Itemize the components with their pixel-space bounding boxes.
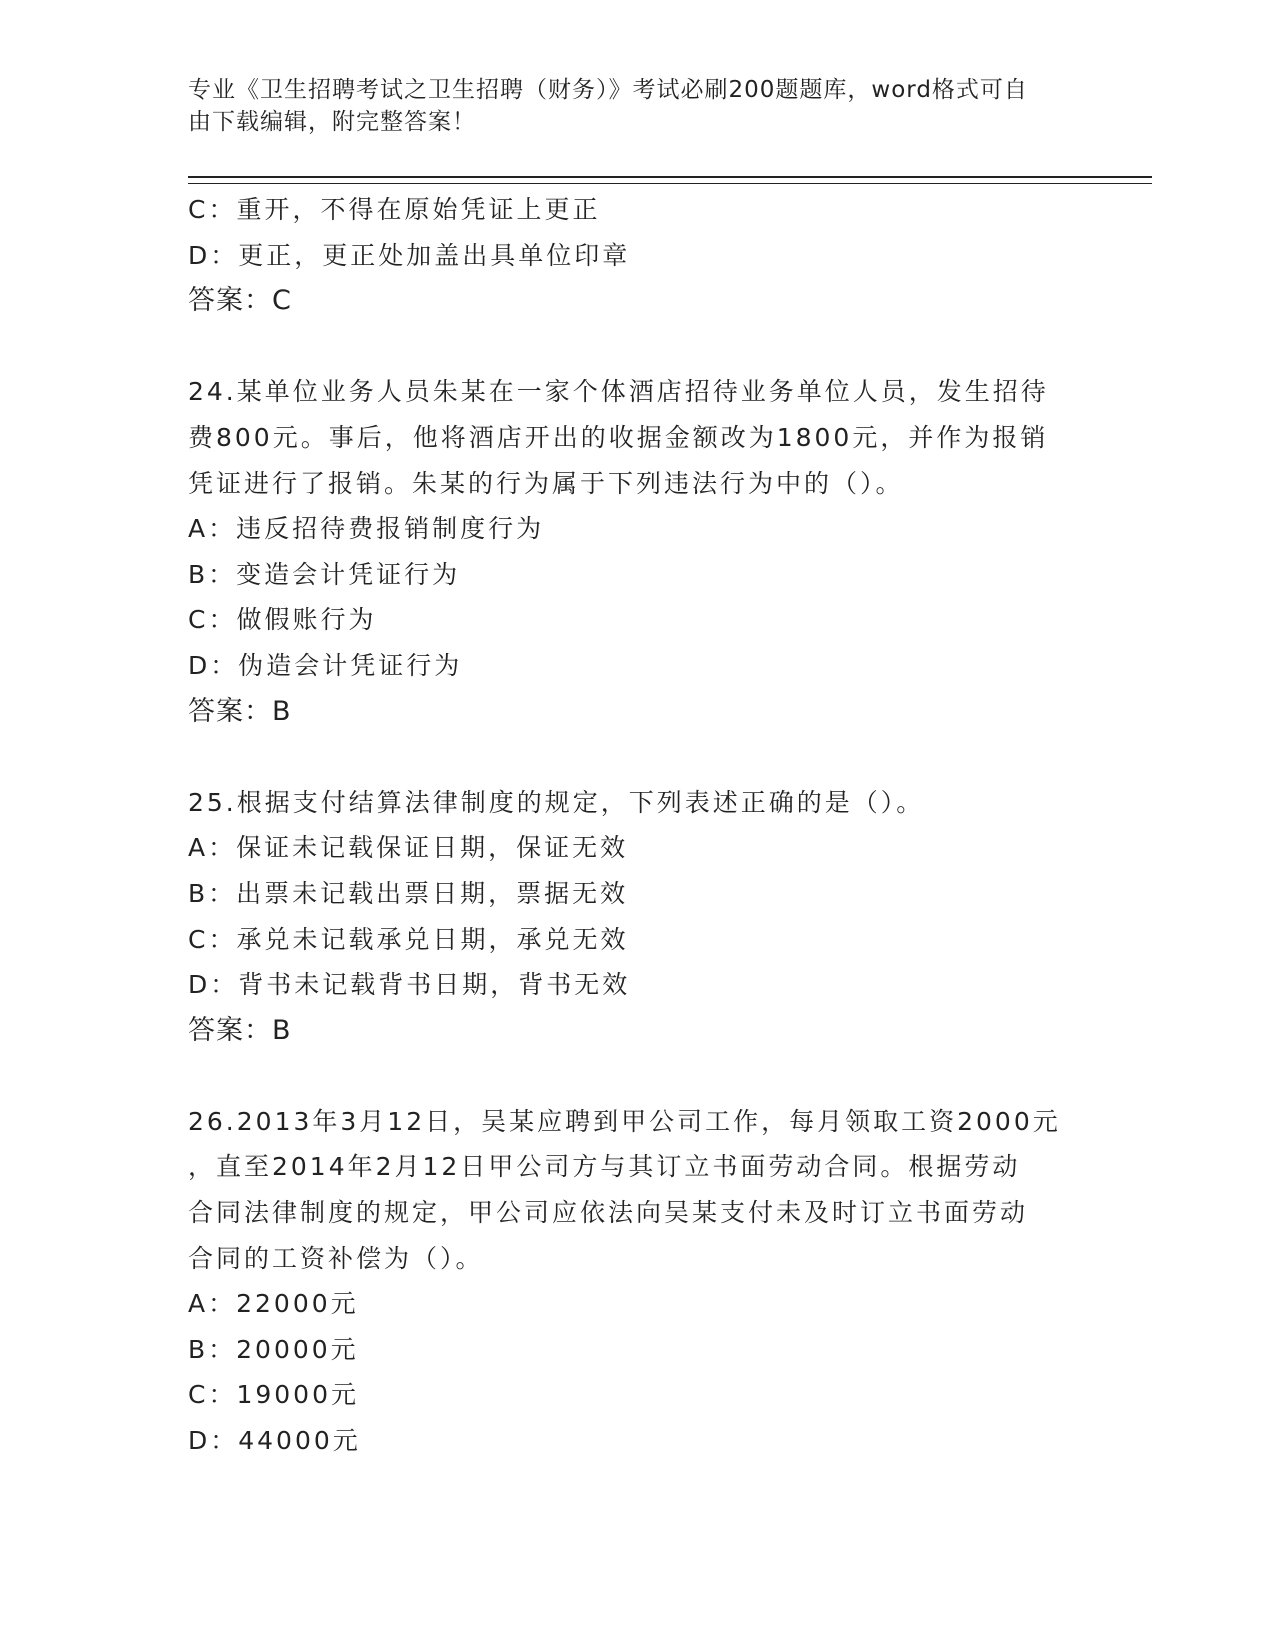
answer-line: 答案：B xyxy=(188,695,292,727)
document-header: 专业《卫生招聘考试之卫生招聘（财务）》考试必刷200题题库，word格式可自 由下载编辑，附完整答案！ xyxy=(188,77,1028,135)
question-stem: ，直至2014年2月12日甲公司方与其订立书面劳动合同。根据劳动 xyxy=(188,1152,1021,1182)
question-25 xyxy=(188,780,1088,1054)
question-24 xyxy=(188,369,1088,734)
option-c: C：做假账行为 xyxy=(188,605,377,635)
option-b: B：20000元 xyxy=(188,1334,359,1364)
option-a: A：22000元 xyxy=(188,1289,359,1319)
question-stem: 25.根据支付结算法律制度的规定，下列表述正确的是（）。 xyxy=(188,787,925,817)
option-c: C：19000元 xyxy=(188,1380,359,1410)
question-stem: 凭证进行了报销。朱某的行为属于下列违法行为中的（）。 xyxy=(188,468,904,498)
option-b: B：变造会计凭证行为 xyxy=(188,559,461,589)
option-d: D：背书未记载背书日期，背书无效 xyxy=(188,970,631,1000)
question-stem: 合同的工资补偿为（）。 xyxy=(188,1243,484,1273)
option-a: A：违反招待费报销制度行为 xyxy=(188,514,545,544)
answer-line: 答案：B xyxy=(188,1014,292,1046)
spacer xyxy=(188,324,1088,370)
option-d: D：44000元 xyxy=(188,1426,361,1456)
spacer xyxy=(188,1053,1088,1099)
question-stem: 合同法律制度的规定，甲公司应依法向吴某支付未及时订立书面劳动 xyxy=(188,1198,1029,1228)
option-d: D：更正，更正处加盖出具单位印章 xyxy=(188,240,631,270)
question-stem: 24.某单位业务人员朱某在一家个体酒店招待业务单位人员，发生招待 xyxy=(188,377,1049,407)
option-d: D：伪造会计凭证行为 xyxy=(188,650,463,680)
answer-line: 答案：C xyxy=(188,285,292,317)
header-divider xyxy=(188,176,1152,178)
question-stem: 费800元。事后，他将酒店开出的收据金额改为1800元，并作为报销 xyxy=(188,422,1049,452)
option-c: C：重开，不得在原始凭证上更正 xyxy=(188,195,601,224)
option-a: A：保证未记载保证日期，保证无效 xyxy=(188,833,629,863)
question-list xyxy=(188,187,1088,1464)
option-b: B：出票未记载出票日期，票据无效 xyxy=(188,878,629,908)
option-c: C：承兑未记载承兑日期，承兑无效 xyxy=(188,924,629,954)
question-23-tail xyxy=(188,187,1088,324)
spacer xyxy=(188,734,1088,780)
question-stem: 26.2013年3月12日，吴某应聘到甲公司工作，每月领取工资2000元 xyxy=(188,1106,1061,1136)
header-divider-thin xyxy=(188,183,1152,184)
question-26 xyxy=(188,1099,1088,1464)
